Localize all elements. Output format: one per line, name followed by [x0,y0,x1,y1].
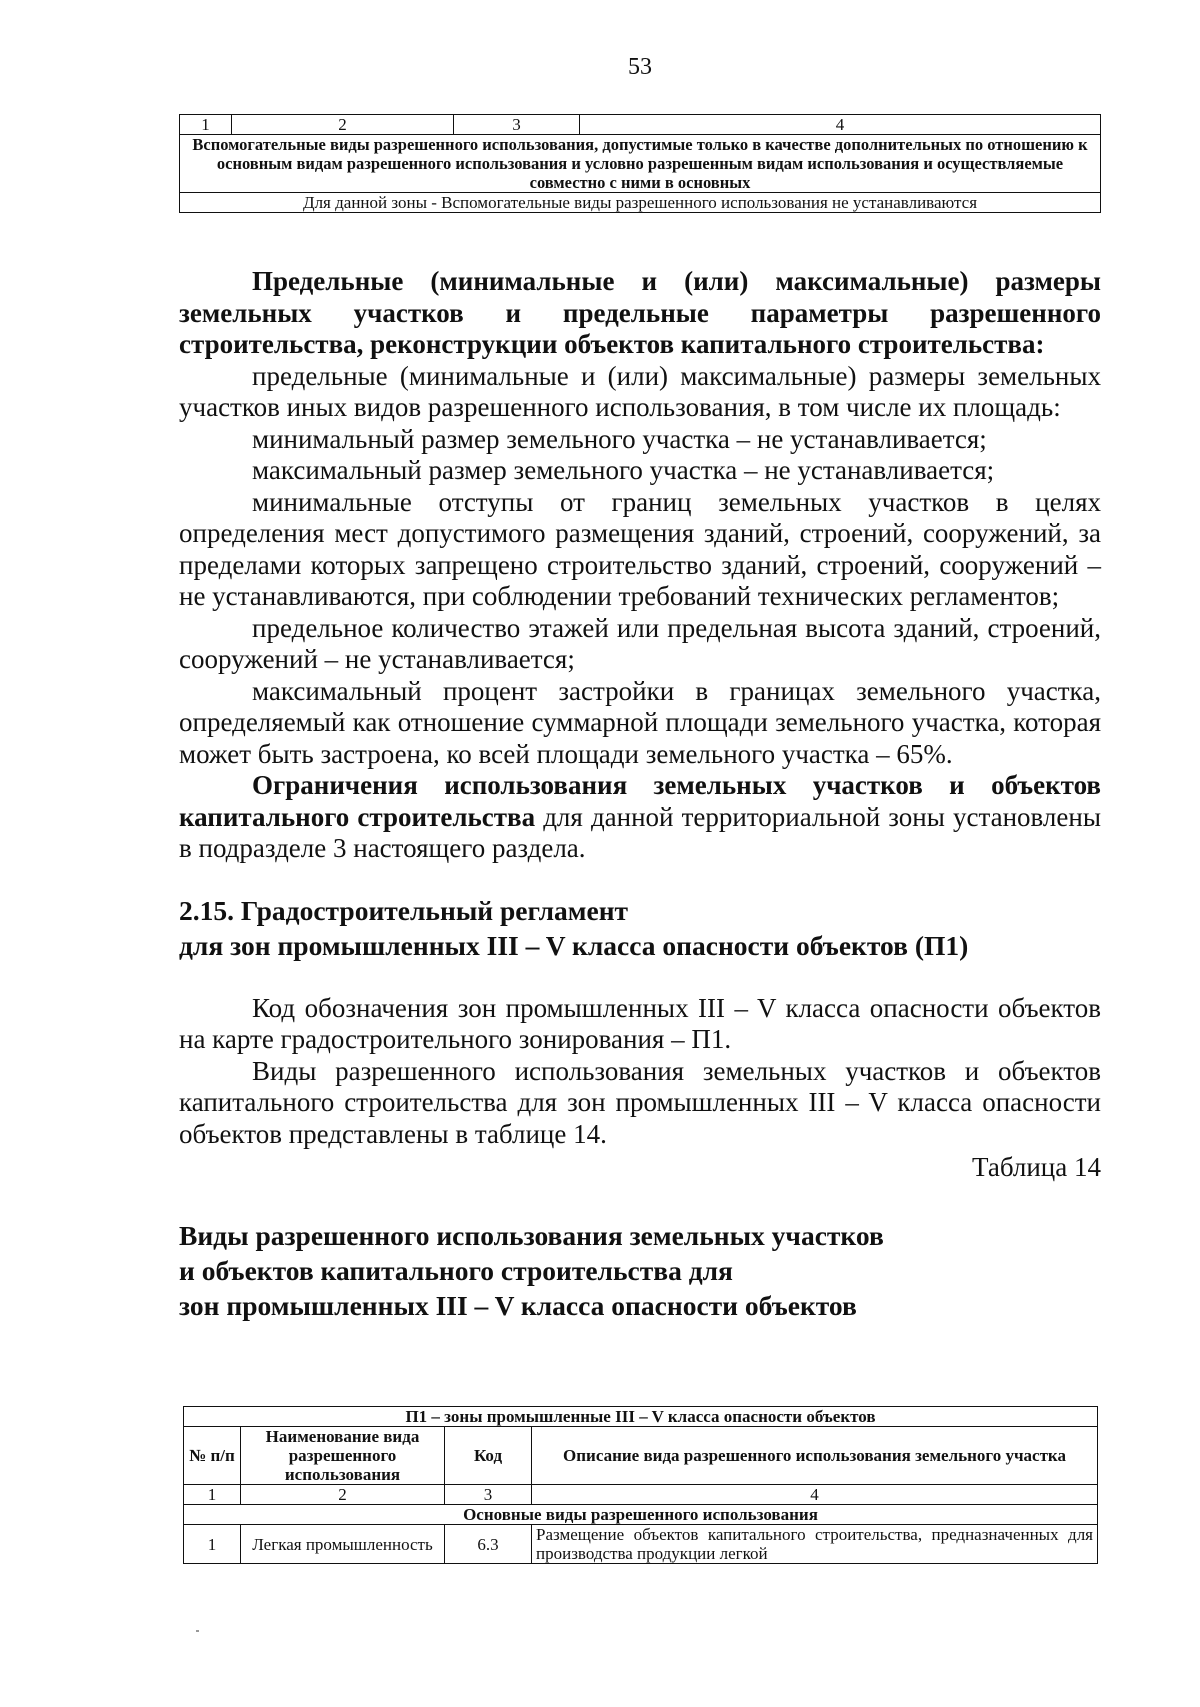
header-name: Наименование вида разрешенного использования [241,1427,445,1485]
restrictions-paragraph [179,770,1101,865]
scan-artifact [196,1630,199,1632]
zone-title-cell: П1 – зоны промышленные III – V класса опасности объектов [184,1407,1098,1427]
aux-uses-note: Для данной зоны - Вспомогательные виды разрешенного использования не устанавливаются [180,193,1101,213]
zone-code-paragraph: Код обозначения зон промышленных III – V класса опасности объектов на карте градостроительного зонирования – П1. [179,992,1101,1054]
restrictions-rest: для данной территориальной зоны установлены в подразделе 3 настоящего раздела. [179,801,1101,863]
limits-item: максимальный процент застройки в границах земельного участка, определяемый как отношение суммарной площади земельного участка, которая может быть застроена, ко всей площади земельного участка – 65%. [179,675,1101,769]
table-title [179,1218,1101,1323]
aux-uses-table [179,114,1101,213]
table-reference: Таблица 14 [972,1152,1101,1182]
table-row [184,1505,1098,1525]
table-title-line1: Виды разрешенного использования земельных участков [179,1219,884,1251]
table-header-row [180,115,1101,135]
col-number-3: 3 [454,115,580,135]
aux-uses-heading: Вспомогательные виды разрешенного использования, допустимые только в качестве дополнительных по отношению к основным видам разрешенного использования и условно разрешенным видам использования и осуществляемые совместно с ними в основных [180,135,1101,193]
document-body [179,266,1101,1323]
table-title-line3: зон промышленных III – V класса опасности объектов [179,1289,857,1321]
col-number-2: 2 [232,115,454,135]
uses-paragraph: Виды разрешенного использования земельных участков и объектов капитального строительства для зон промышленных III – V класса опасности объектов представлены в таблице 14. [179,1055,1101,1149]
table-row [184,1525,1098,1564]
page-number: 53 [628,54,652,80]
main-types-heading: Основные виды разрешенного использования [184,1505,1098,1525]
limits-item: минимальный размер земельного участка – не устанавливается; [252,423,987,454]
table-row [184,1407,1098,1427]
row-name: Легкая промышленность [241,1525,445,1564]
table-row [180,193,1101,213]
header-code: Код [445,1427,532,1485]
limits-item: минимальные отступы от границ земельных участков в целях определения мест допустимого размещения зданий, строений, сооружений, за пределами которых запрещено строительство зданий, строений, сооружений – не устанавливаются, при соблюдении требований технических регламентов; [179,486,1101,611]
col-number-1: 1 [184,1485,241,1505]
table-row [180,135,1101,193]
col-number-4: 4 [580,115,1101,135]
section-heading-line1: 2.15. Градостроительный регламент [179,894,629,926]
section-heading [179,893,1101,963]
restrictions-bold: Ограничения использования земельных участков и объектов капитального строительства [179,770,1101,832]
table-row [184,1485,1098,1505]
limits-heading: Предельные (минимальные и (или) максимальные) размеры земельных участков и предельные параметры разрешенного строительства, реконструкции объектов капитального строительства: [179,266,1101,359]
col-number-3: 3 [445,1485,532,1505]
limits-item: предельное количество этажей или предельная высота зданий, строений, сооружений – не устанавливается; [179,612,1101,674]
row-code: 6.3 [445,1525,532,1564]
col-number-1: 1 [180,115,232,135]
table-title-line2: и объектов капитального строительства для [179,1254,733,1286]
table-header-row [184,1427,1098,1485]
permitted-uses-table [183,1406,1098,1564]
header-num: № п/п [184,1427,241,1485]
section-heading-line2: для зон промышленных III – V класса опасности объектов (П1) [179,929,969,961]
limits-item: максимальный размер земельного участка – не устанавливается; [252,455,995,485]
row-num: 1 [184,1525,241,1564]
col-number-4: 4 [532,1485,1098,1505]
limits-item: предельные (минимальные и (или) максимальные) размеры земельных участков иных видов разрешенного использования, в том числе их площадь: [179,360,1101,422]
row-description: Размещение объектов капитального строительства, предназначенных для производства продукции легкой [532,1525,1098,1564]
col-number-2: 2 [241,1485,445,1505]
header-description: Описание вида разрешенного использования земельного участка [532,1427,1098,1485]
